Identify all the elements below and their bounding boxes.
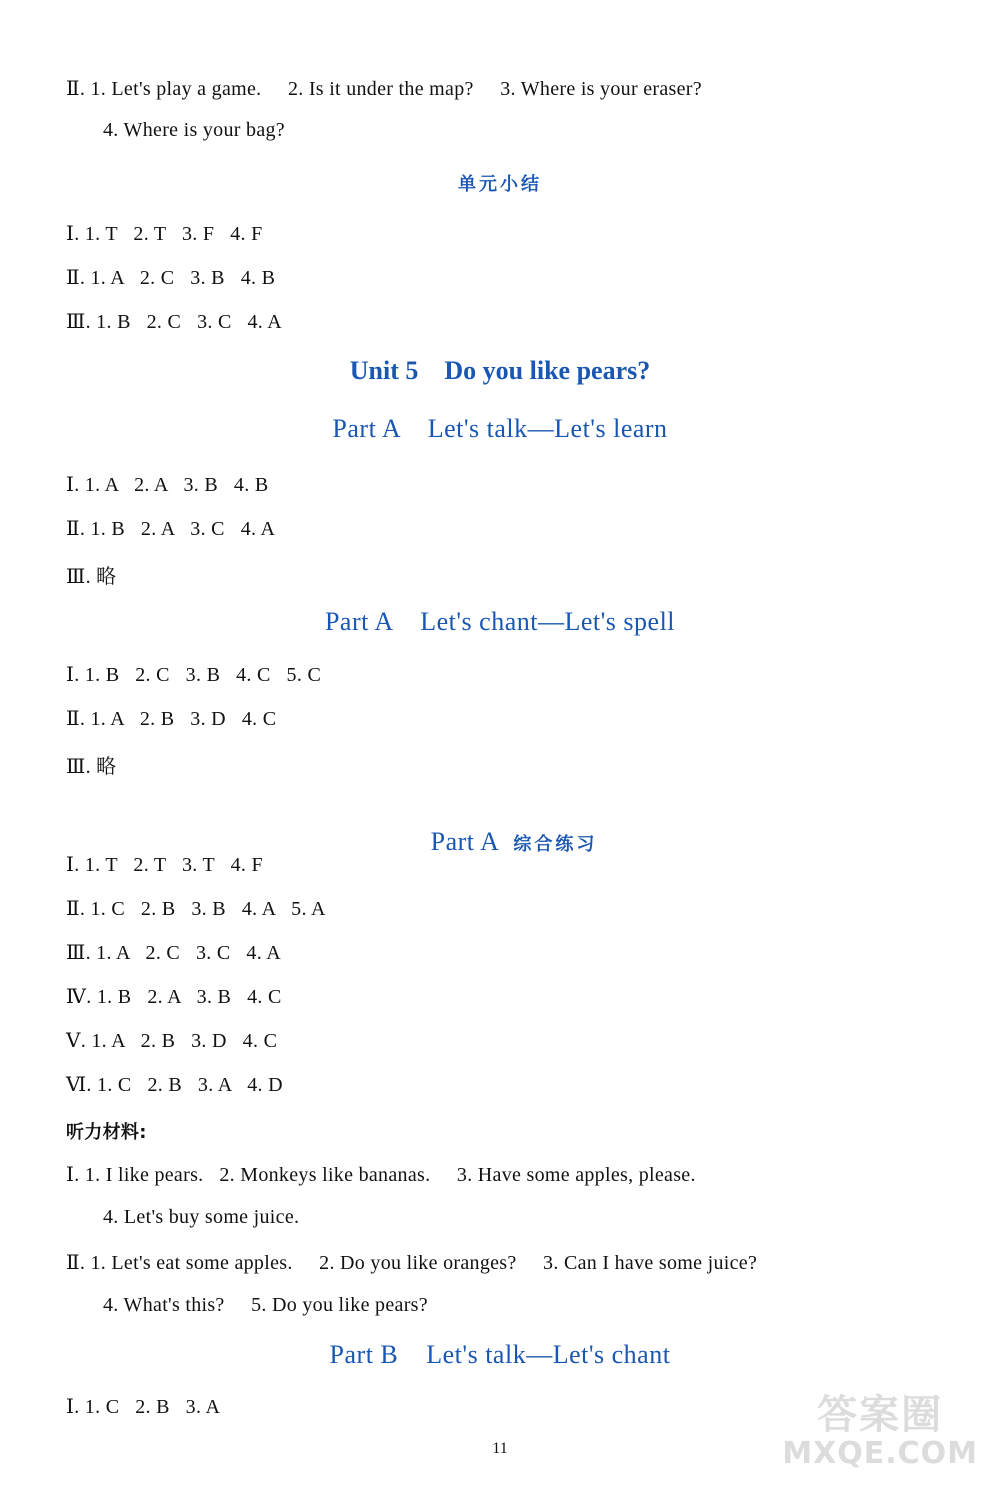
part-title-en: Part A — [430, 827, 500, 856]
listening-line: 4. What's this? 5. Do you like pears? — [103, 1294, 428, 1316]
answer-line: Ⅱ. 1. A 2. B 3. D 4. C — [66, 708, 277, 730]
watermark-cn: 答案圈 — [817, 1392, 944, 1438]
answer-line: Ⅱ. 1. Let's play a game. 2. Is it under the map? 3. Where is your eraser? — [66, 78, 702, 100]
answer-line: 4. Where is your bag? — [103, 119, 285, 141]
answer-line: Ⅲ. 略 — [66, 756, 117, 778]
part-title: Part A Let's talk—Let's learn — [332, 414, 668, 443]
answer-line: Ⅰ. 1. C 2. B 3. A — [66, 1396, 221, 1418]
part-title-cn: 综合练习 — [513, 834, 598, 855]
answer-line: Ⅰ. 1. T 2. T 3. F 4. F — [66, 223, 263, 245]
answer-line: Ⅱ. 1. A 2. C 3. B 4. B — [66, 267, 276, 289]
unit-title: Unit 5 Do you like pears? — [349, 356, 651, 385]
part-title: Part B Let's talk—Let's chant — [329, 1340, 671, 1369]
listening-line: 4. Let's buy some juice. — [103, 1206, 300, 1228]
answer-line: Ⅲ. 略 — [66, 566, 117, 588]
answer-line: Ⅴ. 1. A 2. B 3. D 4. C — [66, 1030, 278, 1052]
watermark-en: MXQE.COM — [782, 1436, 978, 1471]
watermark-logo — [782, 1392, 978, 1471]
answer-line: Ⅰ. 1. B 2. C 3. B 4. C 5. C — [66, 664, 322, 686]
listening-line: Ⅰ. 1. I like pears. 2. Monkeys like bananas. 3. Have some apples, please. — [66, 1164, 696, 1186]
answer-line: Ⅱ. 1. C 2. B 3. B 4. A 5. A — [66, 898, 326, 920]
listening-line: Ⅱ. 1. Let's eat some apples. 2. Do you like oranges? 3. Can I have some juice? — [66, 1252, 758, 1274]
answer-line: Ⅵ. 1. C 2. B 3. A 4. D — [66, 1074, 283, 1096]
answer-line: Ⅱ. 1. B 2. A 3. C 4. A — [66, 518, 276, 540]
section-title-summary: 单元小结 — [458, 174, 542, 195]
answer-line: Ⅳ. 1. B 2. A 3. B 4. C — [66, 986, 282, 1008]
answer-line: Ⅲ. 1. A 2. C 3. C 4. A — [66, 942, 281, 964]
answer-line: Ⅰ. 1. A 2. A 3. B 4. B — [66, 474, 269, 496]
answer-line: Ⅰ. 1. T 2. T 3. T 4. F — [66, 854, 263, 876]
answer-line: Ⅲ. 1. B 2. C 3. C 4. A — [66, 311, 283, 333]
page-number: 11 — [492, 1440, 508, 1457]
listening-label: 听力材料: — [66, 1122, 147, 1143]
part-title: Part A Let's chant—Let's spell — [324, 607, 676, 636]
